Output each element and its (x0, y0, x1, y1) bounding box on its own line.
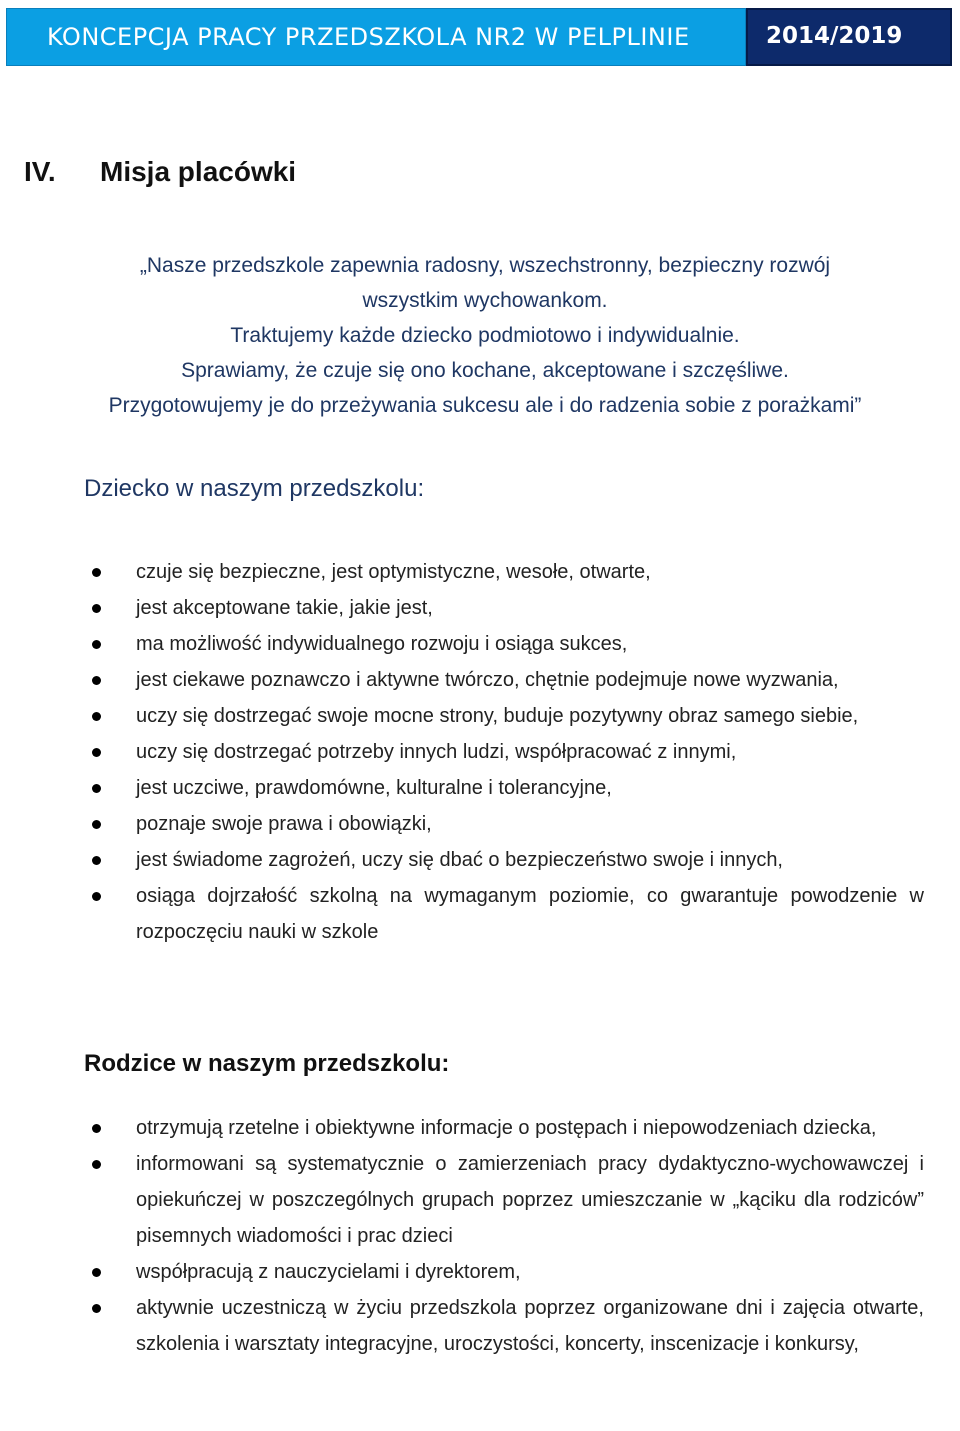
bullet-icon (92, 676, 101, 685)
list-item (0, 1254, 924, 1290)
bullet-icon (92, 1268, 101, 1277)
mission-statement (60, 248, 910, 423)
section-title: Misja placówki (100, 156, 297, 187)
list-item (0, 590, 924, 626)
list-item-text: czuje się bezpieczne, jest optymistyczne, wesołe, otwarte, (136, 561, 651, 583)
list-item (0, 878, 924, 950)
list-item (0, 1290, 924, 1362)
mission-line: Przygotowujemy je do przeżywania sukcesu ale i do radzenia sobie z porażkami” (108, 394, 862, 417)
list-item-text: osiąga dojrzałość szkolną na wymaganym poziomie, co gwarantuje powodzenie w rozpoczęciu nauki w szkole (136, 885, 924, 943)
document-years: 2014/2019 (766, 23, 903, 49)
bullet-icon (92, 712, 101, 721)
bullet-icon (92, 820, 101, 829)
list-item-text: jest świadome zagrożeń, uczy się dbać o bezpieczeństwo swoje i innych, (136, 849, 783, 871)
section-number: IV. (24, 156, 56, 187)
bullet-icon (92, 748, 101, 757)
list-item (0, 626, 924, 662)
list-item (0, 1146, 924, 1254)
child-list (0, 554, 960, 950)
list-item (0, 662, 924, 698)
child-heading: Dziecko w naszym przedszkolu: (84, 475, 425, 502)
header-year-box (746, 8, 952, 66)
list-item (0, 770, 924, 806)
list-item (0, 698, 924, 734)
list-item (0, 842, 924, 878)
parents-list (0, 1110, 960, 1362)
list-item (0, 554, 924, 590)
bullet-icon (92, 1124, 101, 1133)
list-item (0, 1110, 924, 1146)
list-item (0, 806, 924, 842)
list-item-text: uczy się dostrzegać potrzeby innych ludzi, współpracować z innymi, (136, 741, 737, 763)
list-item-text: poznaje swoje prawa i obowiązki, (136, 813, 432, 835)
bullet-icon (92, 604, 101, 613)
parents-heading: Rodzice w naszym przedszkolu: (84, 1050, 450, 1077)
list-item-text: jest uczciwe, prawdomówne, kulturalne i tolerancyjne, (136, 777, 612, 799)
list-item-text: jest akceptowane takie, jakie jest, (136, 597, 433, 619)
list-item-text: ma możliwość indywidualnego rozwoju i osiąga sukces, (136, 633, 628, 655)
bullet-icon (92, 640, 101, 649)
list-item-text: współpracują z nauczycielami i dyrektorem, (136, 1261, 521, 1283)
mission-line: „Nasze przedszkole zapewnia radosny, wszechstronny, bezpieczny rozwój (139, 254, 831, 277)
list-item-text: otrzymują rzetelne i obiektywne informacje o postępach i niepowodzeniach dziecka, (136, 1117, 877, 1139)
mission-line: Sprawiamy, że czuje się ono kochane, akceptowane i szczęśliwe. (181, 359, 789, 382)
list-item-text: aktywnie uczestniczą w życiu przedszkola poprzez organizowane dni i zajęcia otwarte, szkolenia i warsztaty integracyjne, uroczystości, koncerty, inscenizacje i konkursy, (136, 1297, 924, 1355)
bullet-icon (92, 856, 101, 865)
list-item-text: uczy się dostrzegać swoje mocne strony, buduje pozytywny obraz samego siebie, (136, 705, 859, 727)
list-item-text: jest ciekawe poznawczo i aktywne twórczo, chętnie podejmuje nowe wyzwania, (136, 669, 839, 691)
document-title: KONCEPCJA PRACY PRZEDSZKOLA NR2 W PELPLINIE (47, 23, 690, 51)
bullet-icon (92, 784, 101, 793)
list-item (0, 734, 924, 770)
bullet-icon (92, 892, 101, 901)
bullet-icon (92, 568, 101, 577)
bullet-icon (92, 1160, 101, 1169)
header-title-bar (6, 8, 746, 66)
list-item-text: informowani są systematycznie o zamierzeniach pracy dydaktyczno-wychowawczej i opiekuńczej w poszczególnych grupach poprzez umieszczanie w „kąciku dla rodziców” pisemnych wiadomości i prac dzieci (136, 1153, 924, 1247)
bullet-icon (92, 1304, 101, 1313)
page-header (6, 8, 952, 66)
mission-line: wszystkim wychowankom. (362, 289, 608, 312)
mission-line: Traktujemy każde dziecko podmiotowo i indywidualnie. (230, 324, 740, 347)
